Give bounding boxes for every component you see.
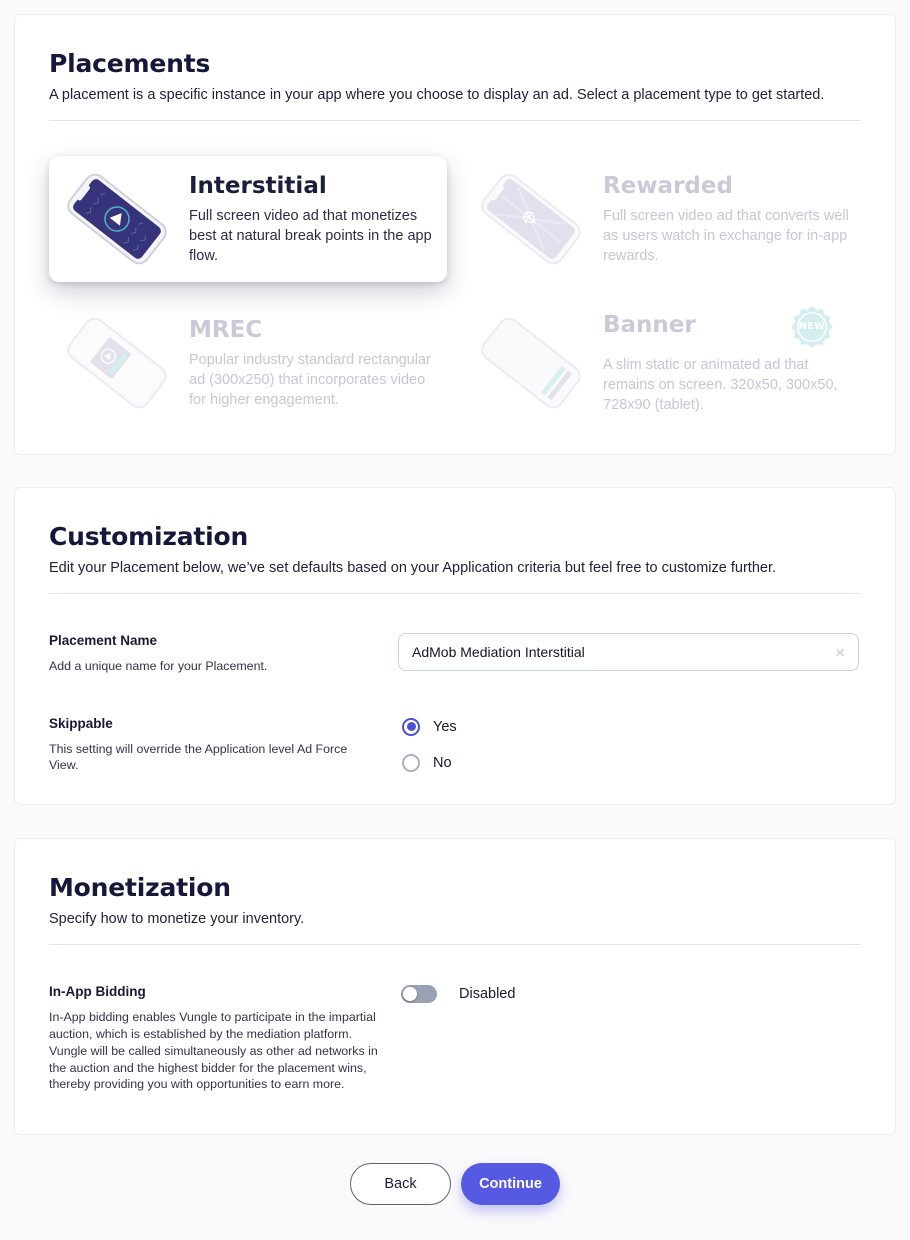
placement-name-label: Placement Name [49, 633, 158, 648]
customization-title: Customization [49, 522, 249, 551]
interstitial-description: Full screen video ad that monetizes best at natural break points in the app flow. [189, 207, 432, 264]
banner-description: A slim static or animated ad that remains on screen. 320x50, 300x50, 728x90 (tablet). [603, 356, 838, 413]
placement-name-input[interactable] [412, 644, 827, 660]
placement-type-rewarded[interactable] [463, 156, 861, 282]
back-button[interactable]: Back [350, 1163, 451, 1205]
in-app-bidding-label: In-App Bidding [49, 984, 146, 999]
monetization-section [14, 838, 896, 1135]
interstitial-phone-illustration [59, 164, 175, 274]
radio-no-icon[interactable] [402, 754, 420, 772]
clear-input-icon[interactable] [827, 644, 845, 661]
placement-name-input-wrap [398, 633, 859, 671]
rewarded-phone-illustration [473, 164, 589, 274]
skippable-row [49, 716, 861, 774]
divider [49, 120, 861, 121]
mrec-phone-illustration [59, 308, 175, 418]
placement-type-grid [49, 156, 861, 426]
placements-title: Placements [49, 49, 211, 78]
placements-subtitle: A placement is a specific instance in your app where you choose to display an ad. Select a placement type to get started. [49, 87, 825, 103]
in-app-bidding-help: In-App bidding enables Vungle to participate in the impartial auction, which is established by the mediation platform. Vungle will be called simultaneously as other ad networks in the auction and the highest bidder for the placement wins, thereby providing you with opportunities to earn more. [49, 1010, 378, 1092]
continue-button[interactable]: Continue [461, 1163, 560, 1205]
skippable-option-no[interactable] [402, 754, 457, 772]
in-app-bidding-row [49, 984, 861, 1093]
toggle-knob [403, 987, 417, 1001]
skippable-option-yes[interactable] [402, 718, 457, 736]
radio-yes-icon[interactable] [402, 718, 420, 736]
skippable-help: This setting will override the Application level Ad Force View. [49, 741, 348, 772]
footer-actions [0, 1163, 910, 1205]
banner-title: Banner NEW [603, 312, 851, 348]
new-badge-label: NEW [798, 321, 826, 332]
placement-name-row [49, 633, 861, 675]
interstitial-title: Interstitial [189, 172, 327, 199]
placement-name-help: Add a unique name for your Placement. [49, 659, 268, 673]
skippable-label: Skippable [49, 715, 113, 731]
rewarded-description: Full screen video ad that converts well as users watch in exchange for in-app rewards. [603, 207, 849, 264]
mrec-description: Popular industry standard rectangular ad (300x250) that incorporates video for higher engagement. [189, 351, 431, 408]
in-app-bidding-state: Disabled [459, 986, 516, 1002]
radio-no-label: No [433, 754, 452, 771]
radio-yes-label: Yes [433, 718, 457, 735]
placements-section [14, 14, 896, 455]
new-badge-icon [791, 306, 833, 348]
banner-phone-illustration [473, 308, 589, 418]
monetization-subtitle: Specify how to monetize your inventory. [49, 911, 305, 927]
mrec-title: MREC [189, 316, 263, 343]
customization-subtitle: Edit your Placement below, we’ve set defaults based on your Application criteria but feel free to customize further. [49, 560, 777, 576]
in-app-bidding-toggle[interactable] [401, 985, 437, 1003]
rewarded-title: Rewarded [603, 172, 733, 199]
placement-type-mrec[interactable] [49, 300, 447, 426]
customization-section [14, 487, 896, 805]
skippable-radio-group [402, 716, 457, 772]
divider [49, 593, 861, 594]
placement-type-interstitial[interactable] [49, 156, 447, 282]
placement-type-banner[interactable] [463, 300, 861, 426]
monetization-title: Monetization [49, 873, 231, 902]
divider [49, 944, 861, 945]
